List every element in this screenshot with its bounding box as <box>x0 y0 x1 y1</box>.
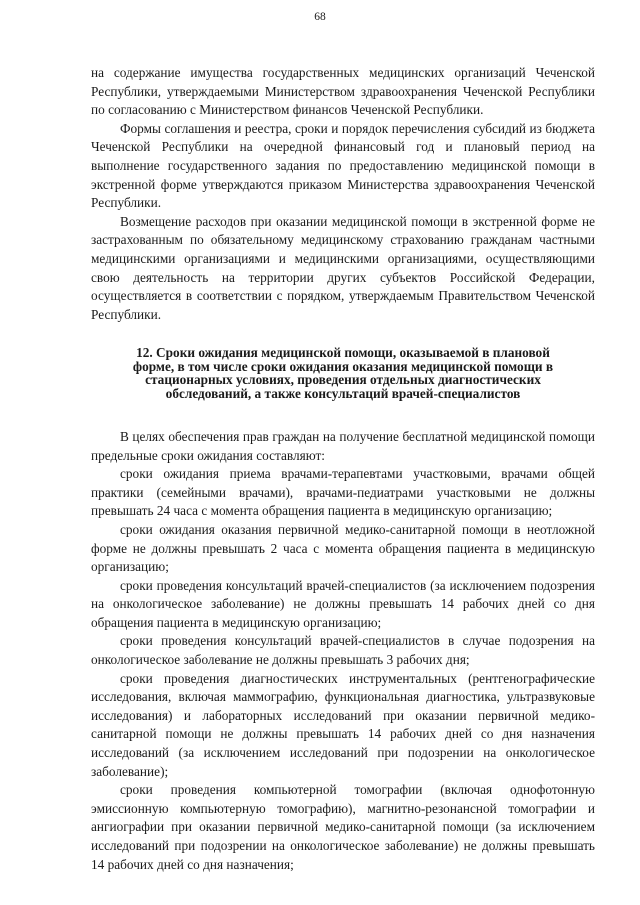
paragraph-continuation: на содержание имущества государственных медицинских организаций Чеченской Республики, утверждаемыми Министерством здравоохранения Чеченской Республики по согласованию с Министерством финансов Чеченской Республики. <box>91 65 595 118</box>
paragraph-emergency-expenses: Возмещение расходов при оказании медицинской помощи в экстренной форме не застрахованным по обязательному медицинскому страхованию гражданам частными медицинскими организациями и медицинскими организациями, осуществляющими свою деятельность на территории других субъектов Российской Федерации, осуществляется в соответствии с порядком, утверждаемым Правительством Чеченской Республики. <box>91 213 595 322</box>
paragraph-diagnostics: сроки проведения диагностических инструментальных (рентгенографические исследования, включая маммографию, функциональная диагностика, ультразвуковые исследования) и лабораторных исследований при оказании первичной медико-санитарной помощи не должны превышать 14 рабочих дней со дня назначения исследований (за исключением исследований при подозрении на онкологическое заболевание); <box>91 670 595 779</box>
page-number: 68 <box>314 11 326 23</box>
paragraph-intro-waiting-times: В целях обеспечения прав граждан на получение бесплатной медицинской помощи предельные сроки ожидания составляют: <box>91 428 595 463</box>
paragraph-tomography: сроки проведения компьютерной томографии (включая однофотонную эмиссионную компьютерную томографию), магнитно-резонансной томографии и ангиографии при оказании первичной медико-санитарной помощи (за исключением исследований при подозрении на онкологическое заболевание) не должны превышать 14 рабочих дней со дня назначения; <box>91 782 595 872</box>
heading-spacer <box>91 400 595 428</box>
paragraph-agreement-forms: Формы соглашения и реестра, сроки и порядок перечисления субсидий из бюджета Чеченской Республики на очередной финансовый год и плановый период на выполнение государственного задания по предоставлению медицинской помощи в экстренной форме утверждаются приказом Министерства здравоохранения Чеченской Республики. <box>91 120 595 211</box>
document-body <box>91 64 595 874</box>
paragraph-urgent-care-wait: сроки ожидания оказания первичной медико-санитарной помощи в неотложной форме не должны превышать 2 часа с момента обращения пациента в медицинскую организацию; <box>91 521 595 575</box>
paragraph-oncology-consult: сроки проведения консультаций врачей-специалистов в случае подозрения на онкологическое заболевание не должны превышать 3 рабочих дня; <box>91 633 595 668</box>
paragraph-specialist-consult: сроки проведения консультаций врачей-специалистов (за исключением подозрения на онкологическое заболевание) не должны превышать 14 рабочих дней со дня обращения пациента в медицинскую организацию; <box>91 577 595 630</box>
section-heading: 12. Сроки ожидания медицинской помощи, оказываемой в плановой форме, в том числе сроки ожидания оказания медицинской помощи в стационарных условиях, проведения отдельных диагностических обследований, а также консультаций врачей-специалистов <box>132 345 554 401</box>
paragraph-therapist-wait: сроки ожидания приема врачами-терапевтами участковыми, врачами общей практики (семейными врачами), врачами-педиатрами участковыми не должны превышать 24 часа с момента обращения пациента в медицинскую организацию; <box>91 466 595 519</box>
